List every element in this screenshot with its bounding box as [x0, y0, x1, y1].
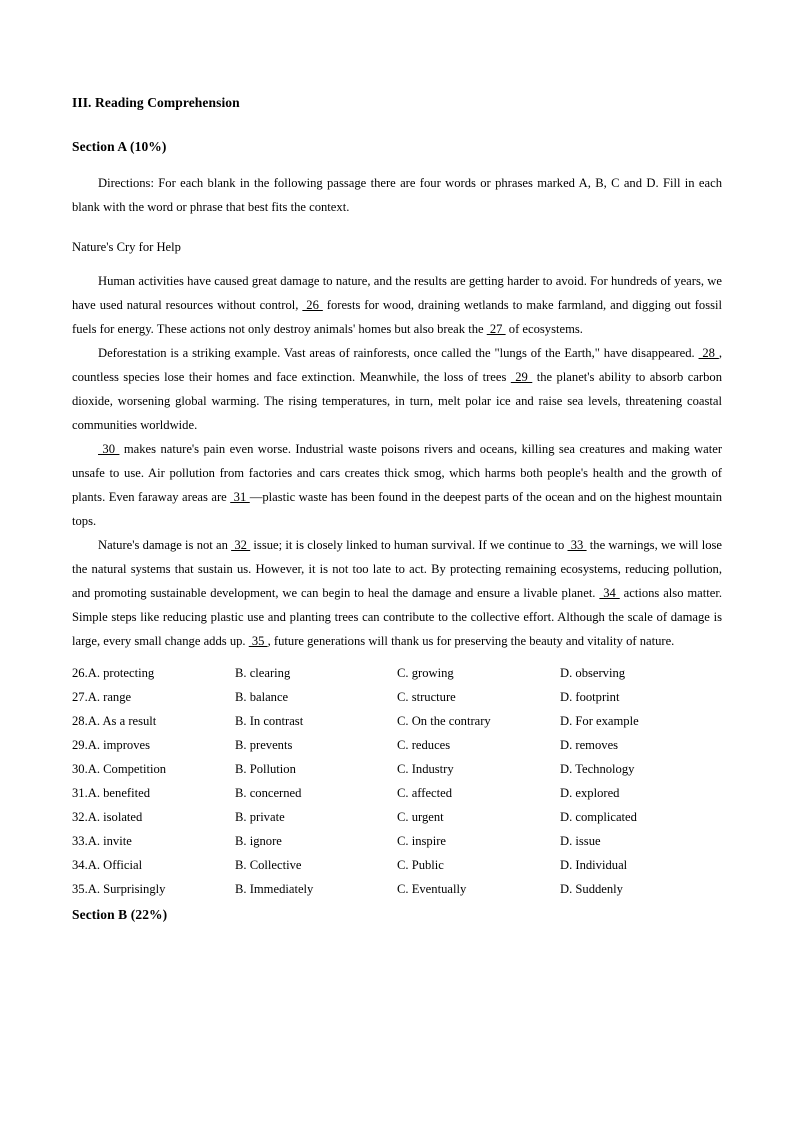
option-choice-a[interactable]: 28.A. As a result: [72, 714, 157, 728]
option-choice-a[interactable]: 34.A. Official: [72, 858, 143, 872]
option-choice-b[interactable]: B. balance: [235, 690, 289, 704]
page-title: III. Reading Comprehension: [72, 95, 240, 110]
option-row: [72, 853, 722, 877]
option-choice-c[interactable]: C. affected: [397, 786, 453, 800]
option-choice-c[interactable]: C. Industry: [397, 762, 454, 776]
option-choice-c[interactable]: C. inspire: [397, 834, 446, 848]
option-choice-c[interactable]: C. growing: [397, 666, 454, 680]
directions-text: Directions: For each blank in the following passage there are four words or phrases marked A, B, C and D. Fill in each blank with the word or phrase that best fits the context.: [72, 176, 722, 214]
answer-blank[interactable]: 34: [599, 586, 620, 600]
passage-paragraph: 30 makes nature's pain even worse. Industrial waste poisons rivers and oceans, killing sea creatures and making water unsafe to use. Air pollution from factories and cars creates thick smog, which harms both people's health and the growth of plants. Even faraway areas are 31 —plastic waste has been found in the deepest parts of the ocean and on the highest mountain tops.: [72, 442, 723, 528]
option-choice-a[interactable]: 30.A. Competition: [72, 762, 167, 776]
option-choice-d[interactable]: D. explored: [560, 786, 620, 800]
passage-paragraph: Deforestation is a striking example. Vast areas of rainforests, once called the "lungs of the Earth," have disappeared. 28 , countless species lose their homes and face extinction. Meanwhile, the loss of trees 29 the planet's ability to absorb carbon dioxide, worsening global warming. The rising temperatures, in turn, melt polar ice and raise sea levels, threatening coastal communities worldwide.: [72, 346, 722, 432]
option-choice-d[interactable]: D. For example: [560, 714, 639, 728]
document-content: [72, 95, 722, 923]
option-choice-d[interactable]: D. Suddenly: [560, 882, 623, 896]
answer-blank[interactable]: 27: [486, 322, 506, 336]
option-choice-c[interactable]: C. urgent: [397, 810, 444, 824]
option-choice-d[interactable]: D. Individual: [560, 858, 628, 872]
option-row: [72, 757, 722, 781]
passage-body: [72, 269, 722, 653]
option-choice-b[interactable]: B. ignore: [235, 834, 282, 848]
option-choice-c[interactable]: C. On the contrary: [397, 714, 491, 728]
option-choice-c[interactable]: C. reduces: [397, 738, 451, 752]
option-choice-b[interactable]: B. Pollution: [235, 762, 296, 776]
option-row: [72, 829, 722, 853]
answer-blank[interactable]: 35: [248, 634, 268, 648]
option-choice-a[interactable]: 35.A. Surprisingly: [72, 882, 166, 896]
option-choice-c[interactable]: C. structure: [397, 690, 456, 704]
option-choice-b[interactable]: B. prevents: [235, 738, 293, 752]
answer-blank[interactable]: 26: [302, 298, 323, 312]
option-choice-b[interactable]: B. Collective: [235, 858, 302, 872]
option-choice-b[interactable]: B. private: [235, 810, 285, 824]
option-row: [72, 805, 722, 829]
passage-title: Nature's Cry for Help: [72, 240, 181, 254]
answer-blank[interactable]: 29: [510, 370, 533, 384]
option-choice-a[interactable]: 33.A. invite: [72, 834, 132, 848]
option-choice-a[interactable]: 32.A. isolated: [72, 810, 143, 824]
option-choice-b[interactable]: B. concerned: [235, 786, 302, 800]
answer-blank[interactable]: 33: [567, 538, 587, 552]
section-b-heading: Section B (22%): [72, 907, 168, 922]
section-a-heading: Section A (10%): [72, 139, 167, 154]
option-choice-b[interactable]: B. In contrast: [235, 714, 304, 728]
option-choice-c[interactable]: C. Public: [397, 858, 444, 872]
option-row: [72, 685, 722, 709]
option-choice-a[interactable]: 31.A. benefited: [72, 786, 150, 800]
option-choice-d[interactable]: D. observing: [560, 666, 626, 680]
passage-paragraph: Nature's damage is not an 32 issue; it is closely linked to human survival. If we continue to 33 the warnings, we will lose the natural systems that sustain us. However, it is not too late to act. By protecting remaining ecosystems, reducing pollution, and promoting sustainable development, we can begin to heal the damage and ensure a livable planet. 34 actions also matter. Simple steps like reducing plastic use and planting trees can contribute to the collective effort. Although the scale of damage is large, every small change adds up. 35 , future generations will thank us for preserving the beauty and vitality of nature.: [72, 538, 723, 648]
option-row: [72, 661, 722, 685]
option-choice-b[interactable]: B. clearing: [235, 666, 291, 680]
option-choice-d[interactable]: D. complicated: [560, 810, 637, 824]
answer-blank[interactable]: 31: [230, 490, 250, 504]
option-choice-a[interactable]: 27.A. range: [72, 690, 132, 704]
option-choice-d[interactable]: D. footprint: [560, 690, 620, 704]
option-choice-b[interactable]: B. Immediately: [235, 882, 314, 896]
answer-blank[interactable]: 30: [98, 442, 120, 456]
option-choice-c[interactable]: C. Eventually: [397, 882, 467, 896]
option-row: [72, 877, 722, 901]
option-choice-d[interactable]: D. issue: [560, 834, 601, 848]
options-list: [72, 661, 722, 901]
answer-blank[interactable]: 32: [231, 538, 251, 552]
option-choice-d[interactable]: D. Technology: [560, 762, 635, 776]
passage-paragraph: Human activities have caused great damage to nature, and the results are getting harder to avoid. For hundreds of years, we have used natural resources without control, 26 forests for wood, draining wetlands to make farmland, and digging out fossil fuels for energy. These actions not only destroy animals' homes but also break the 27 of ecosystems.: [72, 274, 722, 336]
answer-blank[interactable]: 28: [698, 346, 719, 360]
option-row: [72, 733, 722, 757]
option-row: [72, 709, 722, 733]
option-row: [72, 781, 722, 805]
option-choice-d[interactable]: D. removes: [560, 738, 619, 752]
option-choice-a[interactable]: 26.A. protecting: [72, 666, 155, 680]
option-choice-a[interactable]: 29.A. improves: [72, 738, 151, 752]
